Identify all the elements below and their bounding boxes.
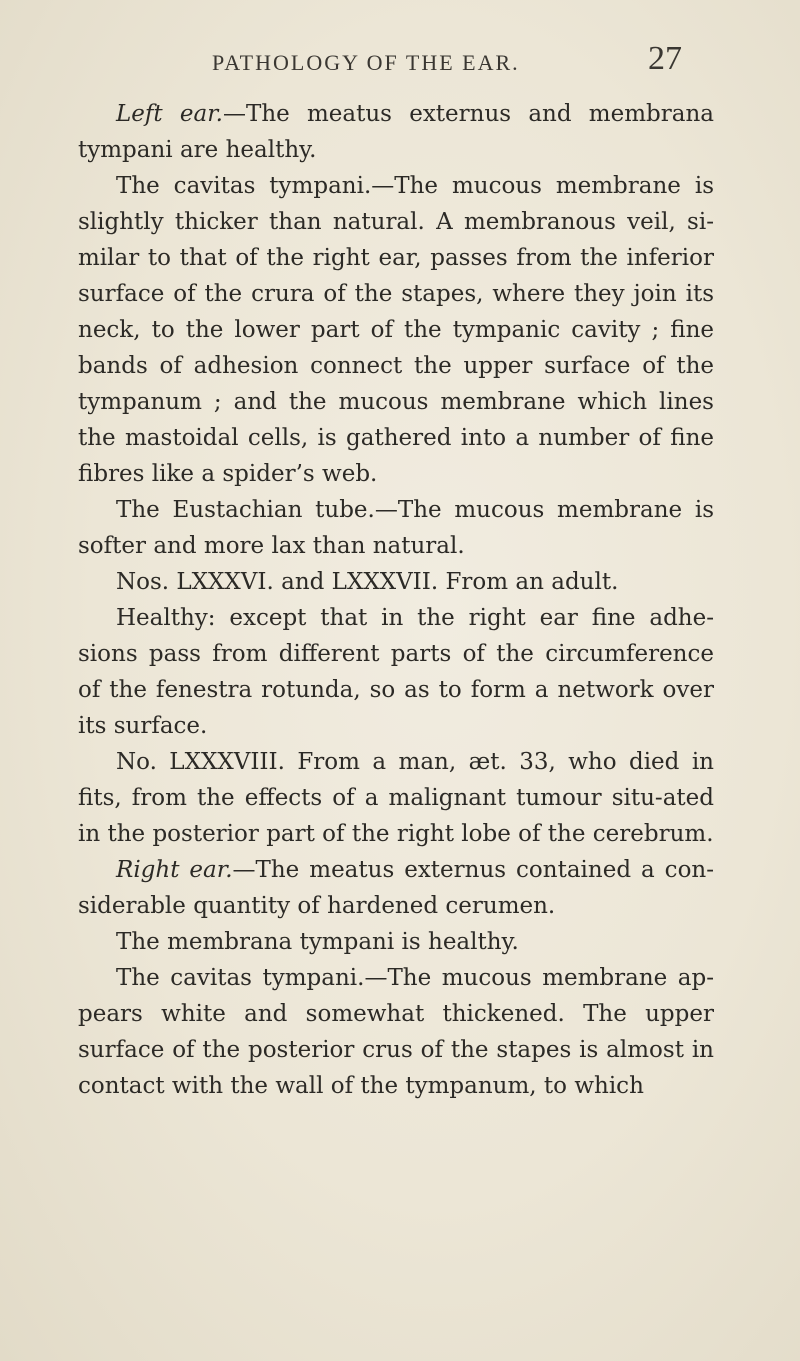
paragraph-text: Nos. LXXXVI. and LXXXVII. From an adult. [116,569,619,595]
paragraph-text: Healthy: except that in the right ear fine adhe-sions pass from different parts of the circumference of the fenestra rotunda, so as to form a network over its surface. [78,605,714,739]
paragraph [78,924,714,960]
paragraph-text: The membrana tympani is healthy. [116,929,519,955]
paragraph [78,96,714,168]
body-text [78,96,714,1104]
paragraph-text: —The meatus externus contained a con-siderable quantity of hardened cerumen. [78,857,714,919]
paragraph-lead: Right ear. [116,857,233,883]
paragraph [78,600,714,744]
paragraph-lead: Left ear. [116,101,223,127]
paragraph [78,960,714,1104]
running-title: PATHOLOGY OF THE EAR. [212,50,520,75]
paragraph-text: The cavitas tympani.—The mucous membrane ap-pears white and somewhat thickened. The upper surface of the posterior crus of the stapes is almost in contact with the wall of the tympanum, to which [78,965,714,1099]
paragraph-text: The Eustachian tube.—The mucous membrane is softer and more lax than natural. [78,497,714,559]
paragraph [78,744,714,852]
paragraph-text: —The meatus externus and membrana tympani are healthy. [78,101,714,163]
page-number: 27 [648,40,682,77]
paragraph [78,564,714,600]
paragraph [78,168,714,492]
paragraph-text: The cavitas tympani.—The mucous membrane is slightly thicker than natural. A membranous veil, si-milar to that of the right ear, passes from the inferior surface of the crura of the stapes, where they join its neck, to the lower part of the tympanic cavity ; fine bands of adhesion connect the upper surface of the tympanum ; and the mucous membrane which lines the mastoidal cells, is gathered into a number of fine fibres like a spider’s web. [78,173,714,487]
paragraph-text: No. LXXXVIII. From a man, æt. 33, who died in fits, from the effects of a malignant tumour situ-ated in the posterior part of the right lobe of the cerebrum. [78,749,714,847]
paragraph [78,852,714,924]
paragraph [78,492,714,564]
